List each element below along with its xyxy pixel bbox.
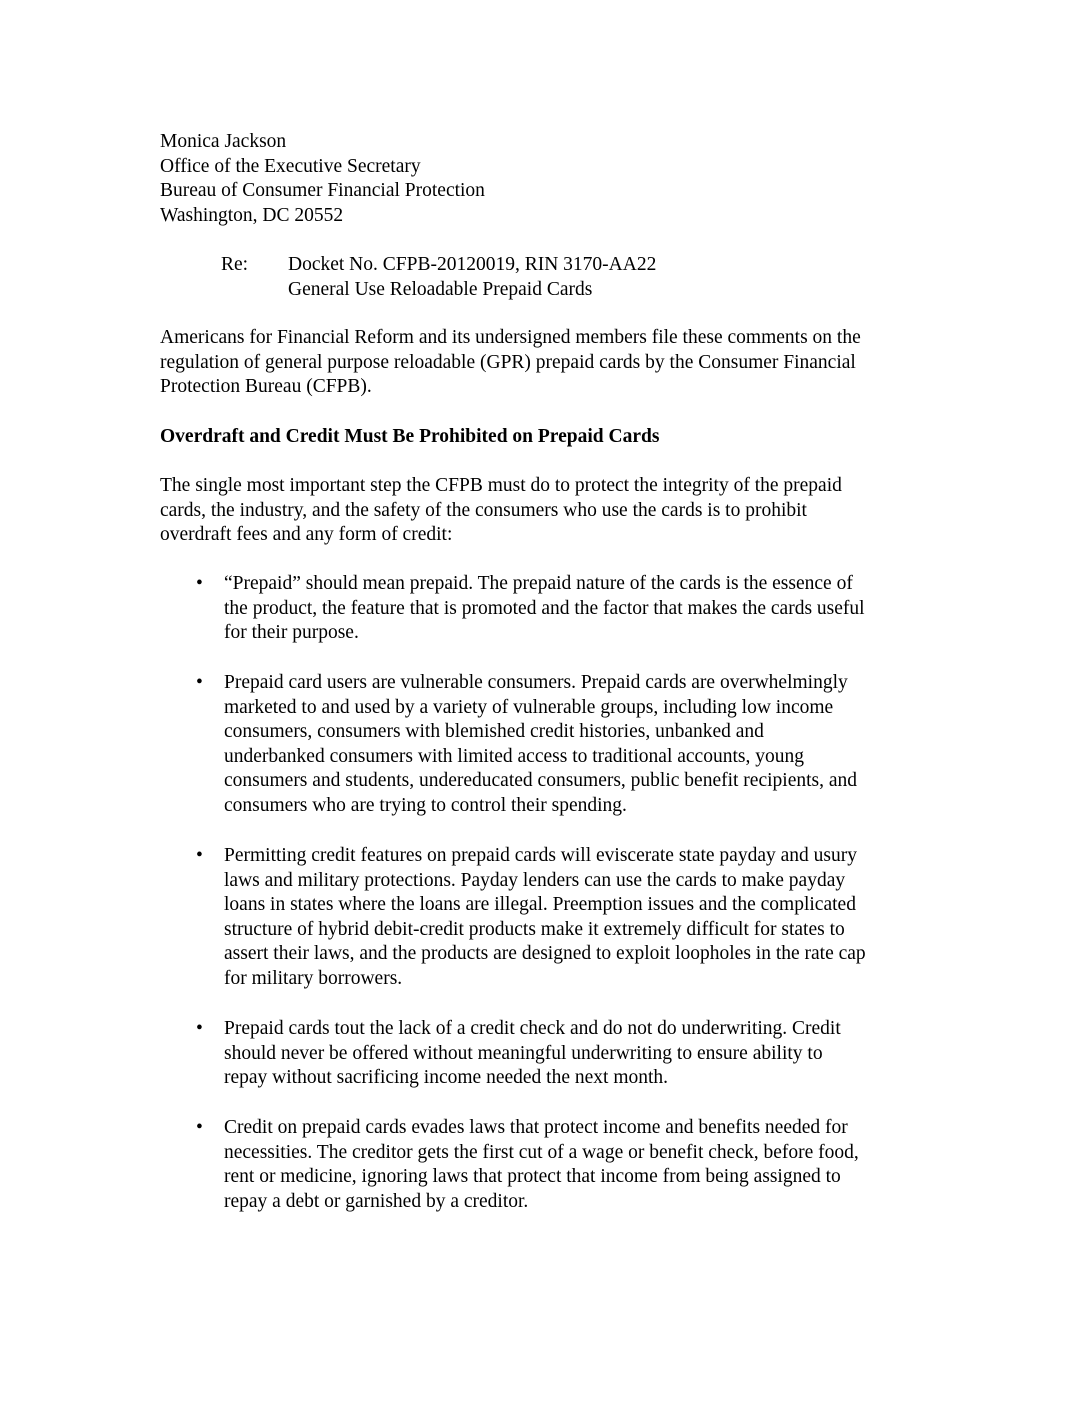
bullet-line: “Prepaid” should mean prepaid. The prepaid nature of the cards is the essence of xyxy=(224,573,853,594)
bullet-line: for their purpose. xyxy=(224,622,359,644)
re-label: Re: xyxy=(221,254,249,275)
intro-paragraph xyxy=(160,326,861,400)
paragraph-line: overdraft fees and any form of credit: xyxy=(160,524,453,546)
re-line: General Use Reloadable Prepaid Cards xyxy=(288,278,593,300)
bullet-line: necessities. The creditor gets the first cut of a wage or benefit check, before food, xyxy=(224,1141,859,1163)
bullet-line: Prepaid cards tout the lack of a credit check and do not do underwriting. Credit xyxy=(224,1018,841,1039)
intro-line: Protection Bureau (CFPB). xyxy=(160,376,372,398)
bullet-line: consumers, consumers with blemished credit histories, unbanked and xyxy=(224,721,764,743)
re-line: Docket No. CFPB-20120019, RIN 3170-AA22 xyxy=(288,254,657,275)
bullet-line: should never be offered without meaningful underwriting to ensure ability to xyxy=(224,1042,823,1064)
bullet-icon: • xyxy=(196,573,203,594)
paragraph-line: The single most important step the CFPB must do to protect the integrity of the prepaid xyxy=(160,475,842,496)
bullet-item xyxy=(224,671,857,819)
bullet-item xyxy=(224,1116,859,1214)
address-line: Washington, DC 20552 xyxy=(160,204,344,226)
bullet-line: consumers who are trying to control their spending. xyxy=(224,794,627,816)
bullet-line: the product, the feature that is promoted and the factor that makes the cards useful xyxy=(224,597,865,619)
bullet-icon: • xyxy=(196,1117,203,1138)
bullet-line: Prepaid card users are vulnerable consumers. Prepaid cards are overwhelmingly xyxy=(224,672,848,693)
bullet-line: for military borrowers. xyxy=(224,967,403,989)
re-subject xyxy=(288,253,656,302)
address-line: Office of the Executive Secretary xyxy=(160,155,421,177)
section-heading: Overdraft and Credit Must Be Prohibited on Prepaid Cards xyxy=(160,426,660,447)
bullet-line: loans in states where the loans are illegal. Preemption issues and the complicated xyxy=(224,894,856,916)
bullet-icon: • xyxy=(196,845,203,866)
bullet-item xyxy=(224,1017,841,1091)
bullet-line: repay a debt or garnished by a creditor. xyxy=(224,1190,529,1212)
bullet-icon: • xyxy=(196,672,203,693)
bullet-line: underbanked consumers with limited access to traditional accounts, young xyxy=(224,745,804,767)
bullet-item xyxy=(224,844,866,992)
bullet-icon: • xyxy=(196,1018,203,1039)
bullet-line: marketed to and used by a variety of vulnerable groups, including low income xyxy=(224,696,834,718)
bullet-line: repay without sacrificing income needed the next month. xyxy=(224,1067,669,1089)
intro-line: regulation of general purpose reloadable (GPR) prepaid cards by the Consumer Financial xyxy=(160,351,856,373)
recipient-address xyxy=(160,130,485,228)
paragraph-line: cards, the industry, and the safety of the consumers who use the cards is to prohibit xyxy=(160,499,807,521)
bullet-line: consumers and students, undereducated consumers, public benefit recipients, and xyxy=(224,770,858,792)
bullet-item xyxy=(224,572,865,646)
bullet-line: laws and military protections. Payday lenders can use the cards to make payday xyxy=(224,869,846,891)
address-line: Bureau of Consumer Financial Protection xyxy=(160,180,485,202)
bullet-line: Credit on prepaid cards evades laws that protect income and benefits needed for xyxy=(224,1117,848,1138)
bullet-line: assert their laws, and the products are designed to exploit loopholes in the rate cap xyxy=(224,943,866,965)
body-paragraph xyxy=(160,474,842,548)
address-line: Monica Jackson xyxy=(160,131,287,152)
bullet-line: rent or medicine, ignoring laws that protect that income from being assigned to xyxy=(224,1166,841,1188)
bullet-line: structure of hybrid debit-credit products make it extremely difficult for states to xyxy=(224,918,845,940)
intro-line: Americans for Financial Reform and its undersigned members file these comments on the xyxy=(160,327,861,348)
bullet-line: Permitting credit features on prepaid cards will eviscerate state payday and usury xyxy=(224,845,857,866)
